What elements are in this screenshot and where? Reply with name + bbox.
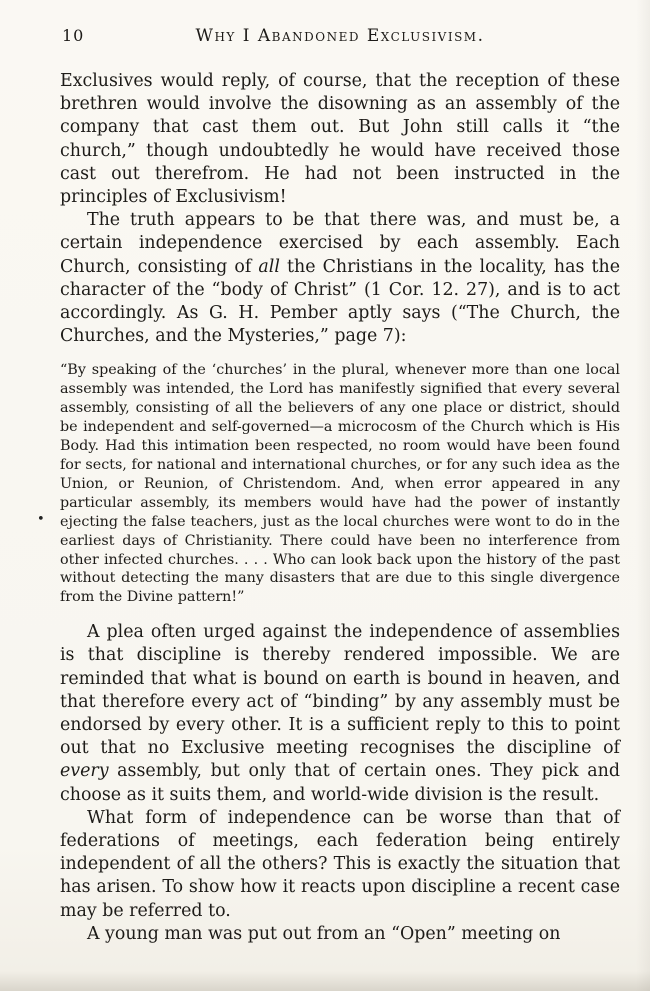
paragraph bbox=[60, 70, 620, 209]
text-run: A young man was put out from an “Open” meeting on bbox=[86, 923, 561, 944]
text-run: A plea often urged against the independence of assemblies is that discipline is thereby rendered impossible. We are reminded that what is bound on earth is bound in heaven, and that therefore every act of “binding” by any assembly must be endorsed by every other. It is a sufficient reply to this to point out that no Exclusive meeting recognises the discipline of bbox=[60, 622, 620, 759]
emphasized-text: all bbox=[258, 256, 280, 277]
paragraph bbox=[60, 807, 620, 923]
text-run: The truth appears to be that there was, and must be, a certain independence exercised by each assembly. Each Church, consisting of bbox=[60, 210, 620, 277]
quoted-extract bbox=[60, 361, 620, 607]
page-header bbox=[60, 26, 620, 56]
paragraph bbox=[60, 621, 620, 807]
text-blocks bbox=[60, 70, 620, 946]
emphasized-text: every bbox=[60, 761, 109, 782]
text-run: the Christians in the locality, has the character of the “body of Christ” (1 Cor. 12. 27), and is to act accordingly. As G. H. Pember aptly says (“The Church, the Churches, and the Mysteries,” page 7): bbox=[60, 256, 620, 347]
paragraph bbox=[60, 923, 620, 946]
margin-mark: • bbox=[37, 512, 45, 527]
running-title: Why I Abandoned Exclusivism. bbox=[195, 26, 485, 46]
paragraph bbox=[60, 209, 620, 348]
text-run: What form of independence can be worse than that of federations of meetings, each federation being entirely independent of all the others? This is exactly the situation that has arisen. To show how it reacts upon discipline a recent case may be referred to. bbox=[60, 807, 620, 921]
text-run: assembly, but only that of certain ones. They pick and choose as it suits them, and world-wide division is the result. bbox=[60, 761, 620, 805]
text-run: “By speaking of the ‘churches’ in the plural, whenever more than one local assembly was intended, the Lord has manifestly signified that every several assembly, consisting of all the believers of any one place or district, should be independent and self-governed—a microcosm of the Church which is His Body. Had this intimation been respected, no room would have been found for sects, for national and international churches, or for any such idea as the Union, or Reunion, of Christendom. And, when error appeared in any particular assembly, its members would have had the power of instantly ejecting the false teachers, just as the local churches were wont to do in the earliest days of Christianity. There could have been no interference from other infected churches. . . . Who can look back upon the history of the past without detecting the many disasters that are due to this single divergence from the Divine pattern!” bbox=[60, 362, 620, 606]
text-run: Exclusives would reply, of course, that the reception of these brethren would involve the disowning as an assembly of the company that cast them out. But John still calls it “the church,” though undoubtedly he would have received those cast out therefrom. He had not been instructed in the principles of Exclusivism! bbox=[60, 71, 620, 208]
page-number: 10 bbox=[62, 26, 85, 45]
